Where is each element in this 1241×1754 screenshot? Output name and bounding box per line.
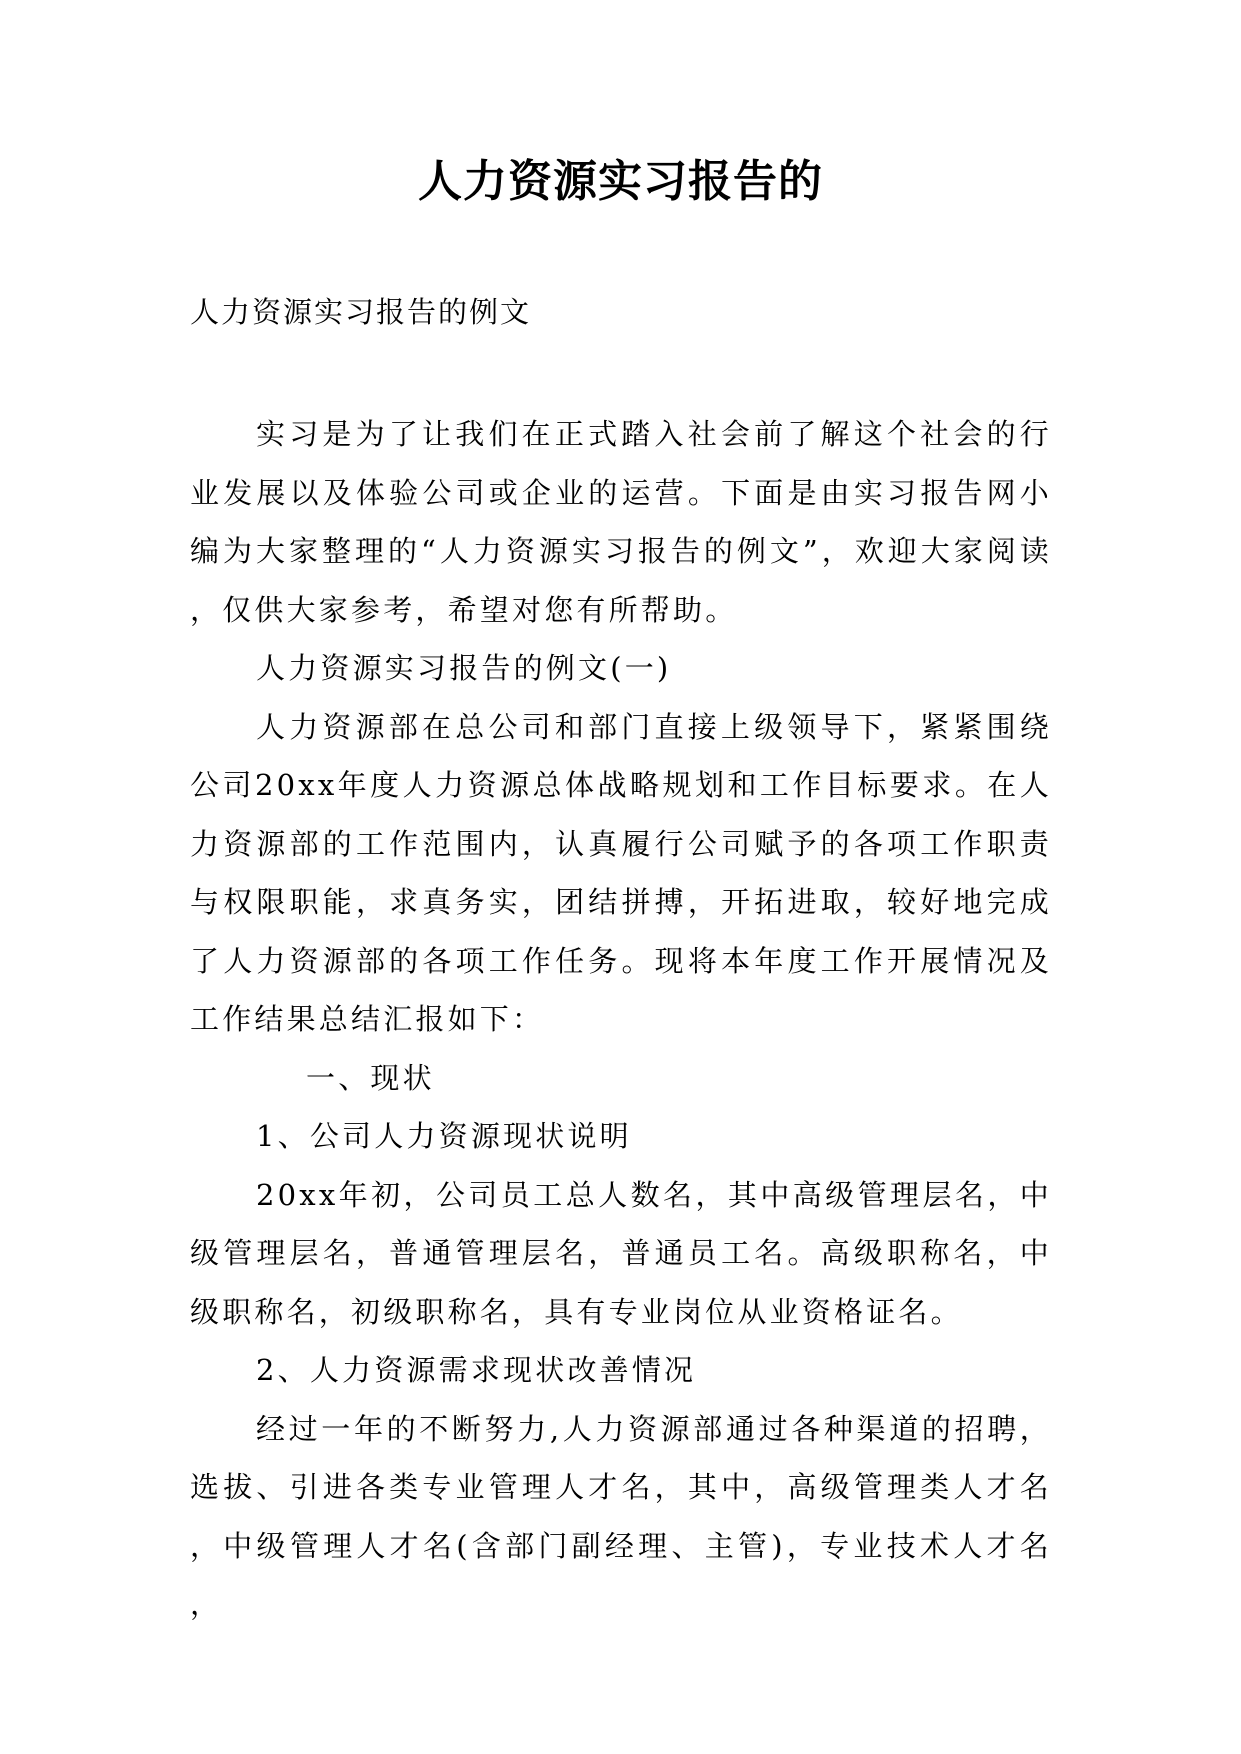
document-body (190, 405, 1052, 1634)
intro-paragraph: 实习是为了让我们在正式踏入社会前了解这个社会的行业发展以及体验公司或企业的运营。下面是由实习报告网小编为大家整理的“人力资源实习报告的例文”，欢迎大家阅读，仅供大家参考，希望对您有所帮助。 (190, 417, 1052, 627)
document-subtitle: 人力资源实习报告的例文 (190, 295, 532, 329)
summary-paragraph: 人力资源部在总公司和部门直接上级领导下，紧紧围绕公司20xx年度人力资源总体战略规划和工作目标要求。在人力资源部的工作范围内，认真履行公司赋予的各项工作职责与权限职能，求真务实，团结拼搏，开拓进取，较好地完成了人力资源部的各项工作任务。现将本年度工作开展情况及工作结果总结汇报如下： (190, 709, 1052, 1036)
demand-improvement-paragraph: 经过一年的不断努力,人力资源部通过各种渠道的招聘，选拔、引进各类专业管理人才名，其中，高级管理类人才名，中级管理人才名(含部门副经理、主管)，专业技术人才名， (190, 1411, 1052, 1621)
section-title-example-1: 人力资源实习报告的例文(一) (256, 651, 672, 685)
status-description-paragraph: 20xx年初，公司员工总人数名，其中高级管理层名，中级管理层名，普通管理层名，普通员工名。高级职称名，中级职称名，初级职称名，具有专业岗位从业资格证名。 (190, 1177, 1052, 1329)
document-title: 人力资源实习报告的 (418, 156, 823, 207)
heading-current-status: 一、现状 (306, 1060, 435, 1095)
subheading-demand-improvement: 2、人力资源需求现状改善情况 (256, 1353, 697, 1387)
subheading-status-description: 1、公司人力资源现状说明 (256, 1119, 632, 1153)
